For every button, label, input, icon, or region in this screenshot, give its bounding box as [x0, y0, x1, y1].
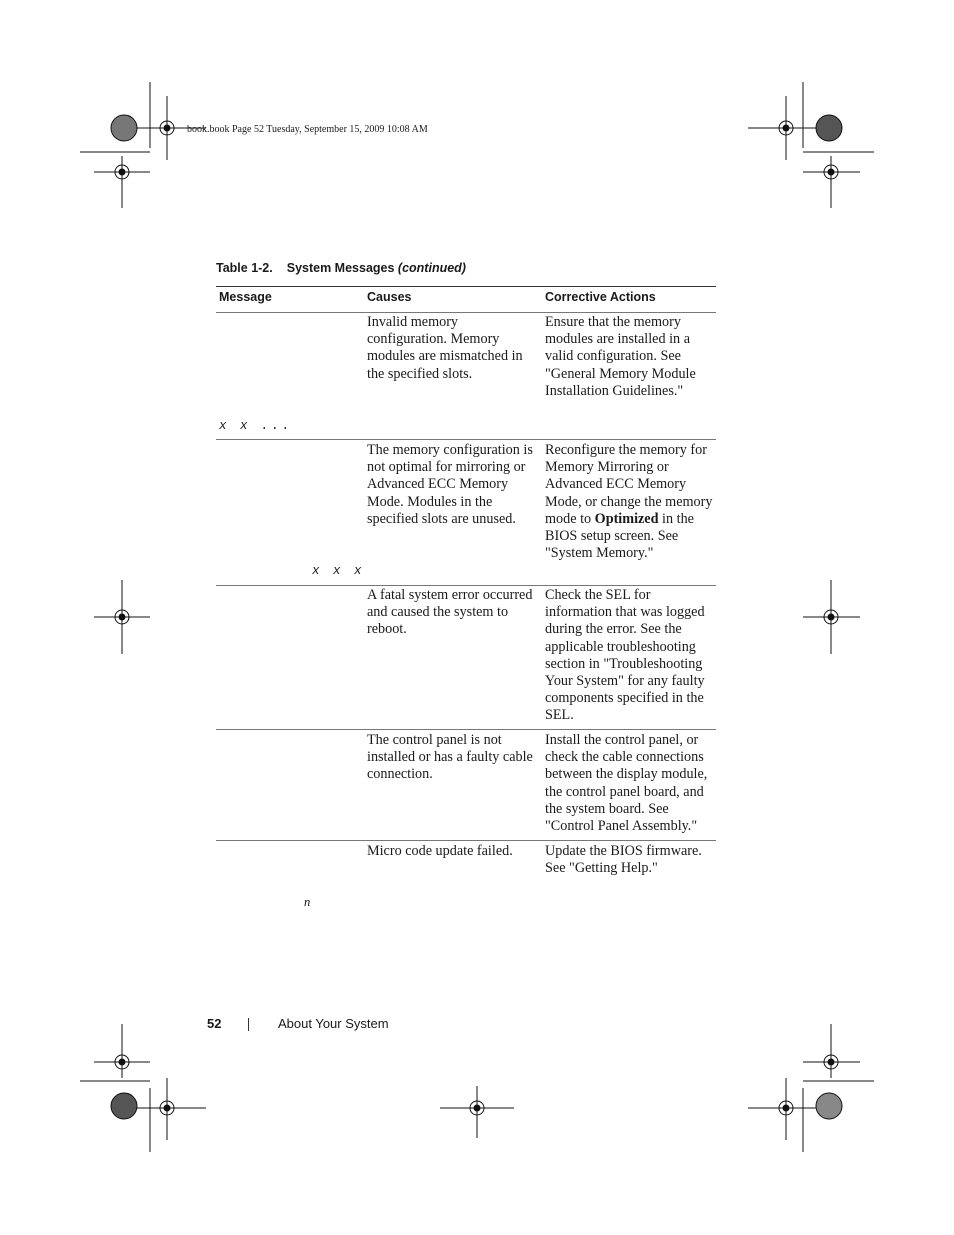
row5-actions: Update the BIOS firmware. See "Getting Help." [545, 843, 702, 877]
row2-message: x x x [312, 564, 365, 578]
header-slug: book.book Page 52 Tuesday, September 15, 2009 10:08 AM [187, 124, 428, 135]
row-divider [216, 729, 716, 730]
table-label: Table 1-2. [216, 261, 273, 275]
row1-actions: Ensure that the memory modules are installed in a valid configuration. See "General Memory Module Installation Guidelines." [545, 314, 696, 399]
row2-actions-bold: Optimized [594, 510, 659, 527]
row2-actions [545, 442, 715, 562]
row4-causes: The control panel is not installed or has a faulty cable connection. [367, 732, 533, 783]
table-title: System Messages [286, 261, 395, 275]
row-divider [216, 585, 716, 586]
row4-actions: Install the control panel, or check the cable connections between the display module, the control panel board, and the system board. See "Control Panel Assembly." [545, 732, 708, 835]
row5-causes: Micro code update failed. [367, 843, 513, 859]
row3-causes: A fatal system error occurred and caused the system to reboot. [367, 587, 533, 638]
row1-causes: Invalid memory configuration. Memory modules are mismatched in the specified slots. [367, 314, 523, 382]
page-number: 52 [207, 1016, 222, 1031]
row-divider [216, 840, 716, 841]
row1-message: x x ... [219, 419, 293, 433]
row5-message: n [304, 895, 311, 909]
table-continued: (continued) [397, 261, 466, 275]
table-caption [216, 261, 466, 275]
header-rule [216, 312, 716, 313]
footer-divider [248, 1018, 249, 1031]
footer-section: About Your System [278, 1016, 389, 1031]
table-top-rule [216, 286, 716, 287]
row2-causes: The memory configuration is not optimal for mirroring or Advanced ECC Memory Mode. Modules in the specified slots are unused. [367, 442, 533, 527]
column-header-actions: Corrective Actions [545, 290, 656, 304]
column-header-causes: Causes [367, 290, 412, 304]
row3-actions: Check the SEL for information that was logged during the error. See the applicable troubleshooting section in "Troubleshooting Your System" for any faulty components specified in the SEL. [545, 587, 705, 724]
column-header-message: Message [219, 290, 272, 304]
row2-actions-text: Reconfigure the memory for Memory Mirroring or Advanced ECC Memory Mode, or change the memory mode to [545, 442, 713, 527]
row-divider [216, 439, 716, 440]
row2-actions-text-after: in the BIOS setup screen. See "System Memory." [545, 510, 694, 562]
